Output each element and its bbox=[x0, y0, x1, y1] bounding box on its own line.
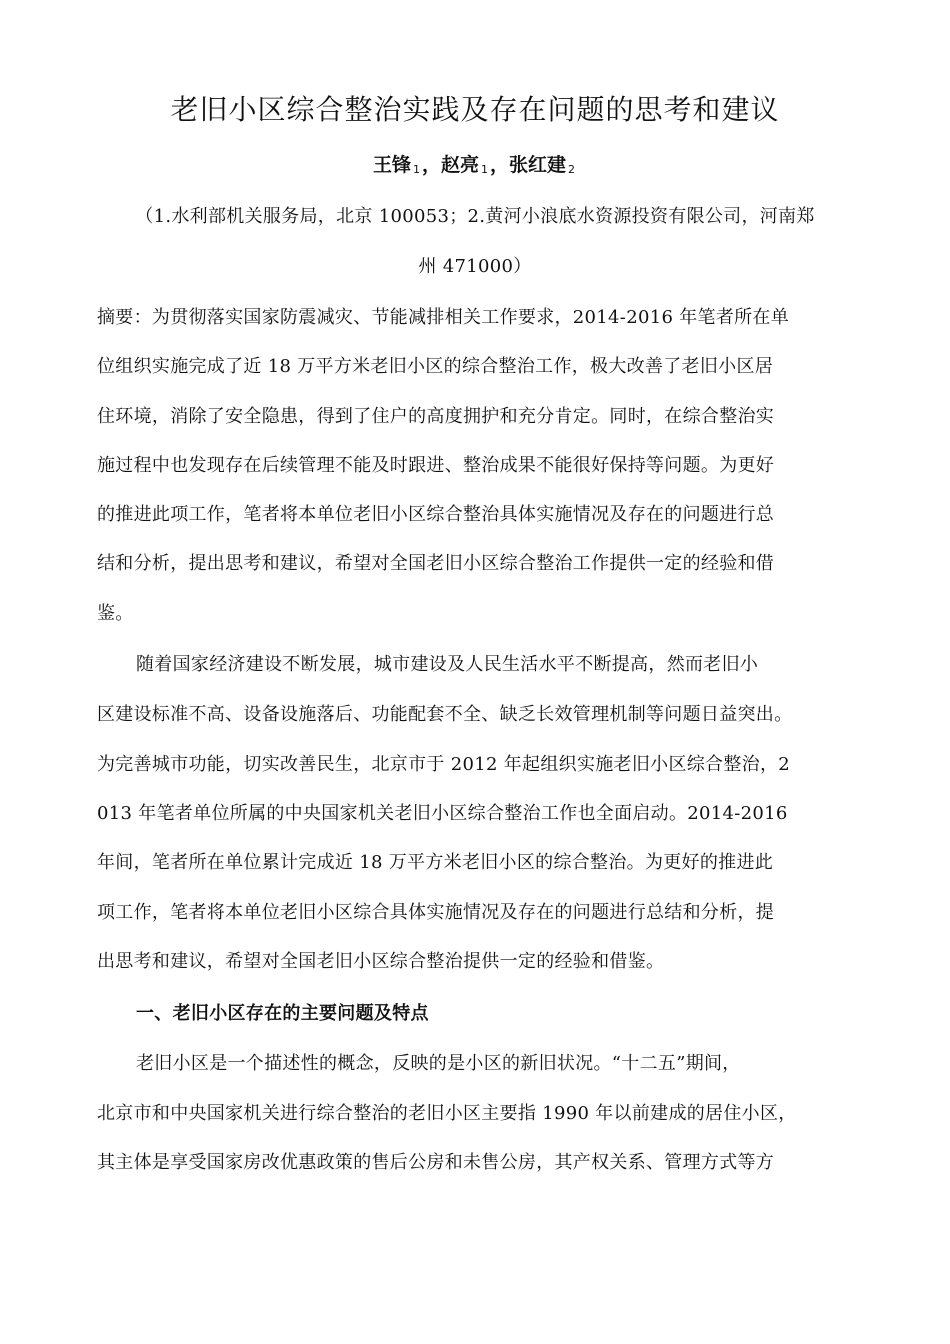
affiliation-line: 州 471000） bbox=[418, 256, 532, 277]
author-line bbox=[0, 150, 950, 185]
abstract-line: 位组织实施完成了近 18 万平方米老旧小区的综合整治工作，极大改善了老旧小区居 bbox=[97, 356, 774, 377]
abstract-line: 鉴。 bbox=[97, 603, 134, 624]
body-line: 其主体是享受国家房改优惠政策的售后公房和未售公房，其产权关系、管理方式等方 bbox=[97, 1152, 775, 1173]
abstract-line: 住环境，消除了安全隐患，得到了住户的高度拥护和充分肯定。同时，在综合整治实 bbox=[97, 406, 775, 427]
author-name: 赵亮 bbox=[440, 154, 479, 176]
author-affiliation-number: 2 bbox=[568, 163, 576, 176]
abstract-line: 施过程中也发现存在后续管理不能及时跟进、整治成果不能很好保持等问题。为更好 bbox=[97, 455, 775, 476]
abstract-line: 结和分析，提出思考和建议，希望对全国老旧小区综合整治工作提供一定的经验和借 bbox=[97, 553, 775, 574]
body-line: 为完善城市功能，切实改善民生，北京市于 2012 年起组织实施老旧小区综合整治，2 bbox=[97, 754, 790, 775]
body-line: 随着国家经济建设不断发展，城市建设及人民生活水平不断提高，然而老旧小 bbox=[136, 654, 759, 675]
abstract-line: 摘要：为贯彻落实国家防震减灾、节能减排相关工作要求，2014-2016 年笔者所在单 bbox=[97, 307, 790, 328]
author-separator: ， bbox=[490, 154, 510, 176]
abstract-line: 的推进此项工作，笔者将本单位老旧小区综合整治具体实施情况及存在的问题进行总 bbox=[97, 504, 775, 525]
author-name: 王锋 bbox=[372, 154, 411, 176]
body-line: 老旧小区是一个描述性的概念，反映的是小区的新旧状况。“十二五”期间， bbox=[136, 1053, 741, 1074]
author-separator: ， bbox=[421, 154, 441, 176]
body-line: 区建设标准不高、设备设施落后、功能配套不全、缺乏长效管理机制等问题日益突出。 bbox=[97, 704, 793, 725]
body-line: 出思考和建议，希望对全国老旧小区综合整治提供一定的经验和借鉴。 bbox=[97, 951, 665, 972]
document-title: 老旧小区综合整治实践及存在问题的思考和建议 bbox=[170, 93, 780, 126]
author-name: 张红建 bbox=[509, 154, 567, 176]
section-heading: 一、老旧小区存在的主要问题及特点 bbox=[136, 1003, 429, 1024]
author-affiliation-number: 1 bbox=[412, 163, 420, 176]
body-line: 北京市和中央国家机关进行综合整治的老旧小区主要指 1990 年以前建成的居住小区， bbox=[97, 1103, 797, 1124]
author-affiliation-number: 1 bbox=[481, 163, 488, 176]
affiliation-line: （1.水利部机关服务局，北京 100053；2.黄河小浪底水资源投资有限公司，河南郑 bbox=[135, 206, 815, 227]
body-line: 013 年笔者单位所属的中央国家机关老旧小区综合整治工作也全面启动。2014-2016 bbox=[97, 803, 788, 824]
body-line: 项工作，笔者将本单位老旧小区综合具体实施情况及存在的问题进行总结和分析，提 bbox=[97, 902, 775, 923]
body-line: 年间，笔者所在单位累计完成近 18 万平方米老旧小区的综合整治。为更好的推进此 bbox=[97, 852, 774, 873]
